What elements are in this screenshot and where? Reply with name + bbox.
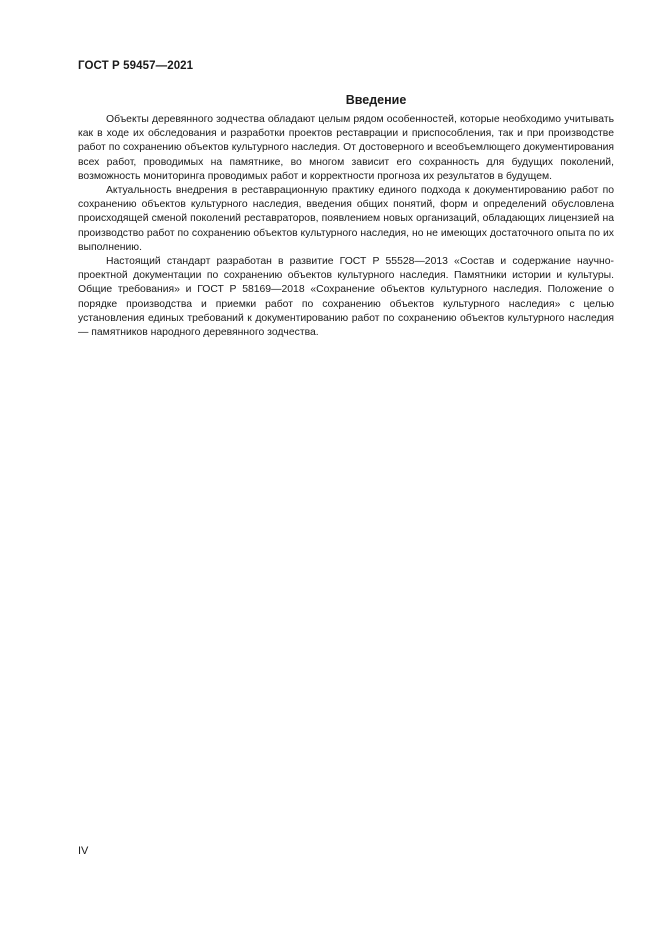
- page-number: IV: [78, 845, 89, 857]
- document-code: ГОСТ Р 59457—2021: [78, 60, 194, 72]
- paragraph: Актуальность внедрения в реставрационную практику единого подхода к документированию работ по сохранению объектов культурного наследия, введения общих понятий, форм и определений обусловлена происходящей сменой поколений реставраторов, появлением новых организаций, обладающих лицензией на производство работ по сохранению объектов культурного наследия, но не имеющих достаточного опыта по их выполнению.: [78, 185, 614, 253]
- body-text: [78, 113, 614, 340]
- paragraph: Объекты деревянного зодчества обладают целым рядом особенностей, которые необходимо учитывать как в ходе их обследования и разработки проектов реставрации и приспособления, так и при производстве работ по сохранению объектов культурного наследия. От достоверного и всеобъемлющего документирования всех работ, проводимых на памятнике, во многом зависит его сохранность для будущих поколений, возможность мониторинга проводимых работ и корректности прогноза их результатов в будущем.: [78, 114, 614, 182]
- paragraph: Настоящий стандарт разработан в развитие ГОСТ Р 55528—2013 «Состав и содержание научно-проектной документации по сохранению объектов культурного наследия. Памятники истории и культуры. Общие требования» и ГОСТ Р 58169—2018 «Сохранение объектов культурного наследия. Положение о порядке производства и приемки работ по сохранению объектов культурного наследия» с целью установления единых требований к документированию работ по сохранению объектов культурного наследия — памятников народного деревянного зодчества.: [78, 256, 614, 339]
- section-title: Введение: [345, 93, 407, 107]
